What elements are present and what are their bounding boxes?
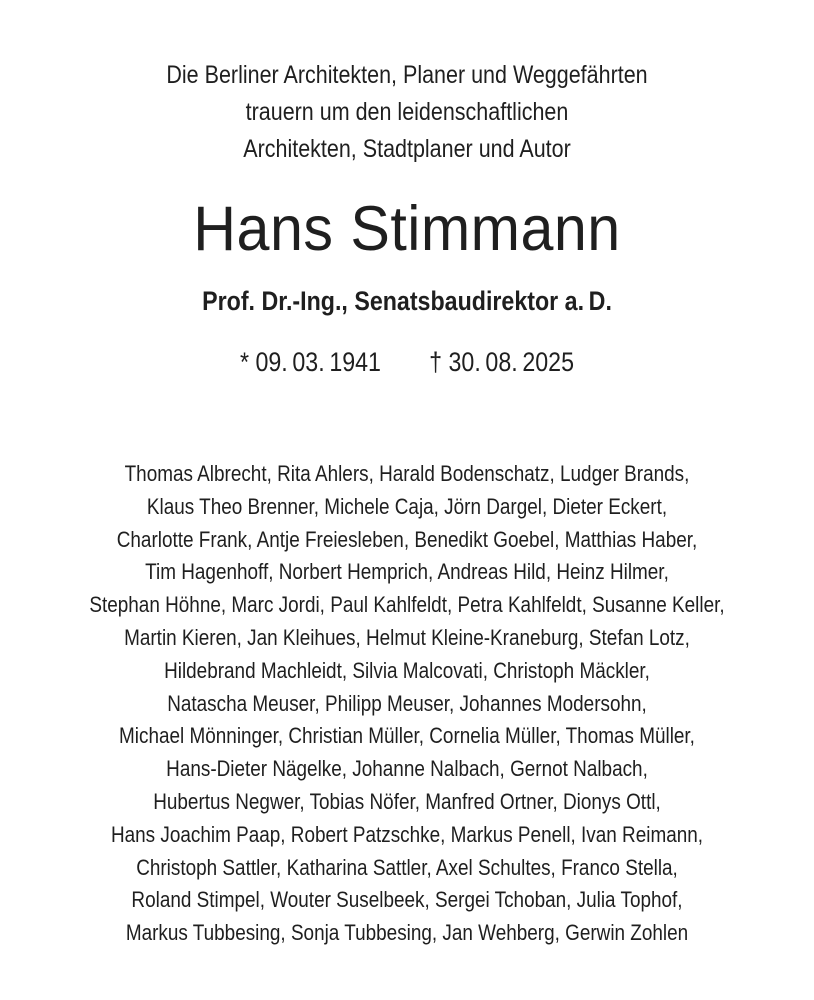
deceased-name: Hans Stimmann xyxy=(193,194,621,264)
mourners-list xyxy=(57,458,757,950)
deceased-title: Prof. Dr.-Ing., Senatsbaudirektor a. D. xyxy=(202,286,612,316)
mourners-line: Roland Stimpel, Wouter Suselbeek, Sergei Tchoban, Julia Tophof, xyxy=(131,887,683,913)
intro-line: Architekten, Stadtplaner und Autor xyxy=(243,135,571,163)
mourners-line: Stephan Höhne, Marc Jordi, Paul Kahlfeldt, Petra Kahlfeldt, Susanne Keller, xyxy=(89,592,725,618)
mourners-line: Hildebrand Machleidt, Silvia Malcovati, Christoph Mäckler, xyxy=(164,657,650,683)
mourners-line: Tim Hagenhoff, Norbert Hemprich, Andreas Hild, Heinz Hilmer, xyxy=(145,559,669,585)
mourners-line: Thomas Albrecht, Rita Ahlers, Harald Bodenschatz, Ludger Brands, xyxy=(124,461,690,486)
mourners-line: Klaus Theo Brenner, Michele Caja, Jörn Dargel, Dieter Eckert, xyxy=(146,493,668,519)
life-dates xyxy=(57,347,757,378)
mourners-line: Charlotte Frank, Antje Freiesleben, Benedikt Goebel, Matthias Haber, xyxy=(116,526,698,552)
mourners-line: Michael Mönninger, Christian Müller, Cornelia Müller, Thomas Müller, xyxy=(119,723,695,749)
intro-line: Die Berliner Architekten, Planer und Weggefährten xyxy=(166,61,648,89)
mourners-line: Hans Joachim Paap, Robert Patzschke, Markus Penell, Ivan Reimann, xyxy=(110,821,704,847)
death-date: † 30. 08. 2025 xyxy=(429,347,575,377)
mourners-line: Markus Tubbesing, Sonja Tubbesing, Jan Wehberg, Gerwin Zohlen xyxy=(125,920,689,946)
mourners-line: Martin Kieren, Jan Kleihues, Helmut Kleine-Kraneburg, Stefan Lotz, xyxy=(124,624,690,650)
mourners-line: Hans-Dieter Nägelke, Johanne Nalbach, Gernot Nalbach, xyxy=(166,756,648,782)
birth-date: * 09. 03. 1941 xyxy=(239,347,381,377)
intro-line: trauern um den leidenschaftlichen xyxy=(245,98,569,126)
mourners-line: Natascha Meuser, Philipp Meuser, Johannes Modersohn, xyxy=(167,690,647,716)
mourners-line: Christoph Sattler, Katharina Sattler, Axel Schultes, Franco Stella, xyxy=(136,854,678,880)
mourners-line: Hubertus Negwer, Tobias Nöfer, Manfred Ortner, Dionys Ottl, xyxy=(153,788,661,814)
intro-text xyxy=(57,57,757,168)
